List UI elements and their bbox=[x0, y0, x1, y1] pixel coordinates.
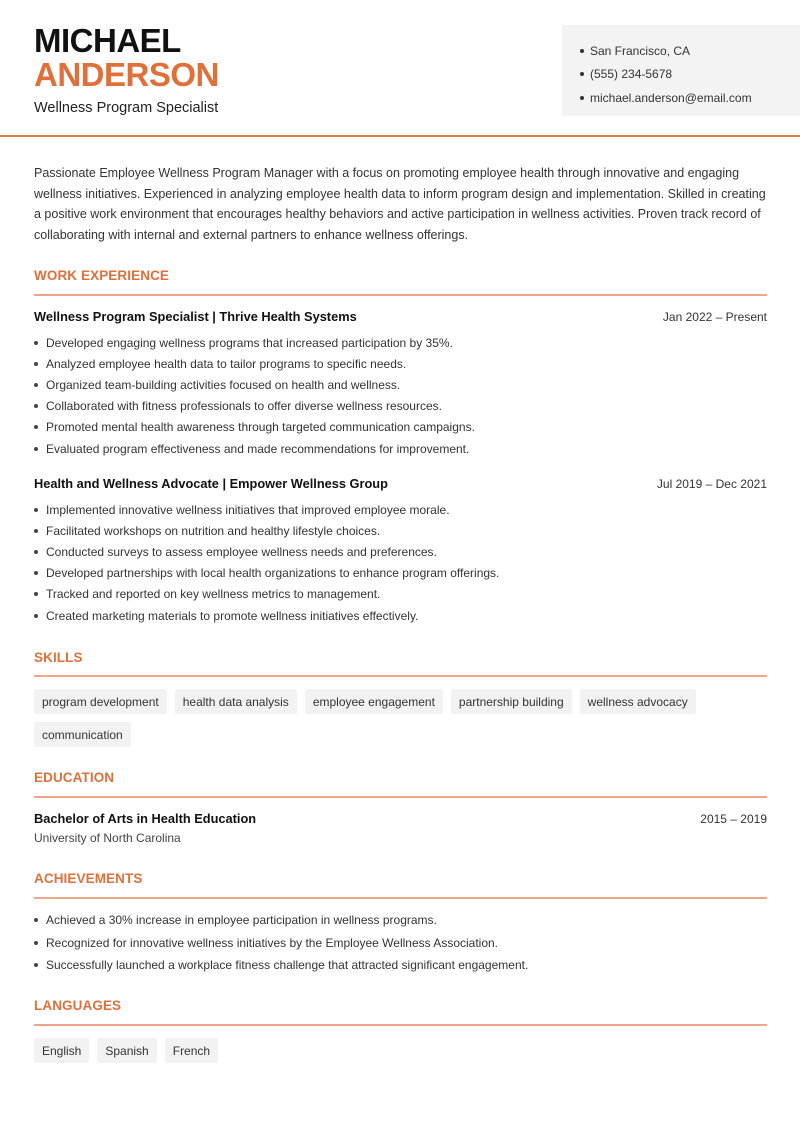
skill-tag: wellness advocacy bbox=[580, 689, 696, 714]
bullet-icon bbox=[34, 362, 38, 366]
list-item bbox=[34, 374, 767, 395]
language-tag: French bbox=[165, 1038, 218, 1063]
section-title-skills: SKILLS bbox=[34, 650, 83, 665]
resume-header bbox=[0, 0, 800, 137]
bullet-icon bbox=[580, 72, 584, 76]
list-item bbox=[34, 396, 767, 417]
list-item bbox=[34, 520, 767, 541]
list-item bbox=[34, 541, 767, 562]
bullet-icon bbox=[34, 383, 38, 387]
contact-location bbox=[580, 39, 800, 63]
bullet-text: Analyzed employee health data to tailor programs to specific needs. bbox=[46, 356, 407, 371]
section-title-education: EDUCATION bbox=[34, 770, 115, 785]
job-header bbox=[34, 309, 767, 324]
first-name: MICHAEL bbox=[34, 22, 181, 59]
bullet-icon bbox=[34, 447, 38, 451]
bullet-icon bbox=[34, 963, 38, 967]
bullet-icon bbox=[34, 529, 38, 533]
skill-tag: communication bbox=[34, 722, 131, 747]
section-title-languages: LANGUAGES bbox=[34, 998, 122, 1013]
job-role: Wellness Program Specialist | Thrive Health Systems bbox=[34, 309, 357, 324]
bullet-text: Organized team-building activities focused on health and wellness. bbox=[46, 377, 401, 392]
bullet-text: Promoted mental health awareness through targeted communication campaigns. bbox=[46, 420, 475, 435]
section-divider bbox=[34, 1024, 767, 1026]
list-item bbox=[34, 932, 767, 955]
bullet-text: Evaluated program effectiveness and made recommendations for improvement. bbox=[46, 441, 470, 456]
skill-tag: employee engagement bbox=[305, 689, 443, 714]
section-divider bbox=[34, 294, 767, 296]
contact-location-text: San Francisco, CA bbox=[590, 43, 691, 58]
contact-email bbox=[580, 86, 800, 110]
bullet-text: Facilitated workshops on nutrition and healthy lifestyle choices. bbox=[46, 523, 381, 538]
bullet-icon bbox=[34, 571, 38, 575]
bullet-icon bbox=[34, 341, 38, 345]
bullet-icon bbox=[34, 404, 38, 408]
bullet-icon bbox=[34, 941, 38, 945]
education-dates: 2015 – 2019 bbox=[700, 811, 767, 826]
bullet-icon bbox=[34, 918, 38, 922]
list-item bbox=[34, 563, 767, 584]
achievements-list bbox=[34, 909, 767, 977]
skill-tag: program development bbox=[34, 689, 167, 714]
list-item bbox=[34, 909, 767, 932]
language-tag: Spanish bbox=[97, 1038, 156, 1063]
summary: Passionate Employee Wellness Program Manager with a focus on promoting employee health through innovative and engaging wellness initiatives. Experienced in analyzing employee health data to inform program design and implementation. Skilled in creating a positive work environment that encourages healthy behaviors and active participation in wellness activities. Proven track record of collaborating with internal and external partners to enhance wellness offerings. bbox=[34, 166, 766, 243]
section-divider bbox=[34, 796, 767, 798]
list-item bbox=[34, 584, 767, 605]
bullet-icon bbox=[34, 614, 38, 618]
skills-tags bbox=[34, 689, 774, 747]
list-item bbox=[34, 499, 767, 520]
list-item bbox=[34, 954, 767, 977]
education-degree: Bachelor of Arts in Health Education bbox=[34, 811, 257, 826]
list-item bbox=[34, 332, 767, 353]
contact-box bbox=[562, 25, 800, 116]
bullet-text: Recognized for innovative wellness initiatives by the Employee Wellness Association. bbox=[46, 935, 499, 950]
bullet-icon bbox=[34, 550, 38, 554]
list-item bbox=[34, 417, 767, 438]
job-role: Health and Wellness Advocate | Empower Wellness Group bbox=[34, 476, 388, 491]
contact-phone bbox=[580, 63, 800, 87]
bullet-icon bbox=[580, 96, 584, 100]
skill-tag: health data analysis bbox=[175, 689, 297, 714]
section-divider bbox=[34, 675, 767, 677]
bullet-text: Collaborated with fitness professionals to offer diverse wellness resources. bbox=[46, 399, 442, 414]
bullet-text: Created marketing materials to promote wellness initiatives effectively. bbox=[46, 608, 419, 623]
last-name: ANDERSON bbox=[34, 56, 219, 93]
bullet-icon bbox=[34, 425, 38, 429]
bullet-text: Implemented innovative wellness initiatives that improved employee morale. bbox=[46, 502, 450, 517]
section-title-achievements: ACHIEVEMENTS bbox=[34, 871, 143, 886]
section-title-work: WORK EXPERIENCE bbox=[34, 268, 170, 283]
bullet-text: Developed partnerships with local health organizations to enhance program offerings. bbox=[46, 566, 500, 581]
bullet-icon bbox=[580, 49, 584, 53]
education-header bbox=[34, 811, 767, 826]
bullet-text: Tracked and reported on key wellness metrics to management. bbox=[46, 587, 381, 602]
bullet-text: Conducted surveys to assess employee wellness needs and preferences. bbox=[46, 544, 437, 559]
list-item bbox=[34, 438, 767, 459]
job-header bbox=[34, 476, 767, 491]
job-dates: Jan 2022 – Present bbox=[662, 309, 767, 324]
list-item bbox=[34, 353, 767, 374]
language-tag: English bbox=[34, 1038, 89, 1063]
job-title: Wellness Program Specialist bbox=[34, 100, 219, 116]
bullet-icon bbox=[34, 592, 38, 596]
education-school: University of North Carolina bbox=[34, 831, 181, 845]
job-bullets bbox=[34, 499, 767, 626]
contact-email-text: michael.anderson@email.com bbox=[590, 90, 752, 105]
job-dates: Jul 2019 – Dec 2021 bbox=[656, 476, 767, 491]
list-item bbox=[34, 605, 767, 626]
bullet-text: Achieved a 30% increase in employee participation in wellness programs. bbox=[46, 913, 437, 928]
bullet-text: Developed engaging wellness programs that increased participation by 35%. bbox=[46, 335, 453, 350]
skill-tag: partnership building bbox=[451, 689, 572, 714]
bullet-icon bbox=[34, 508, 38, 512]
languages-tags bbox=[34, 1038, 774, 1063]
job-bullets bbox=[34, 332, 767, 459]
bullet-text: Successfully launched a workplace fitness challenge that attracted significant engagement. bbox=[46, 958, 529, 973]
section-divider bbox=[34, 897, 767, 899]
contact-phone-text: (555) 234-5678 bbox=[590, 67, 673, 82]
